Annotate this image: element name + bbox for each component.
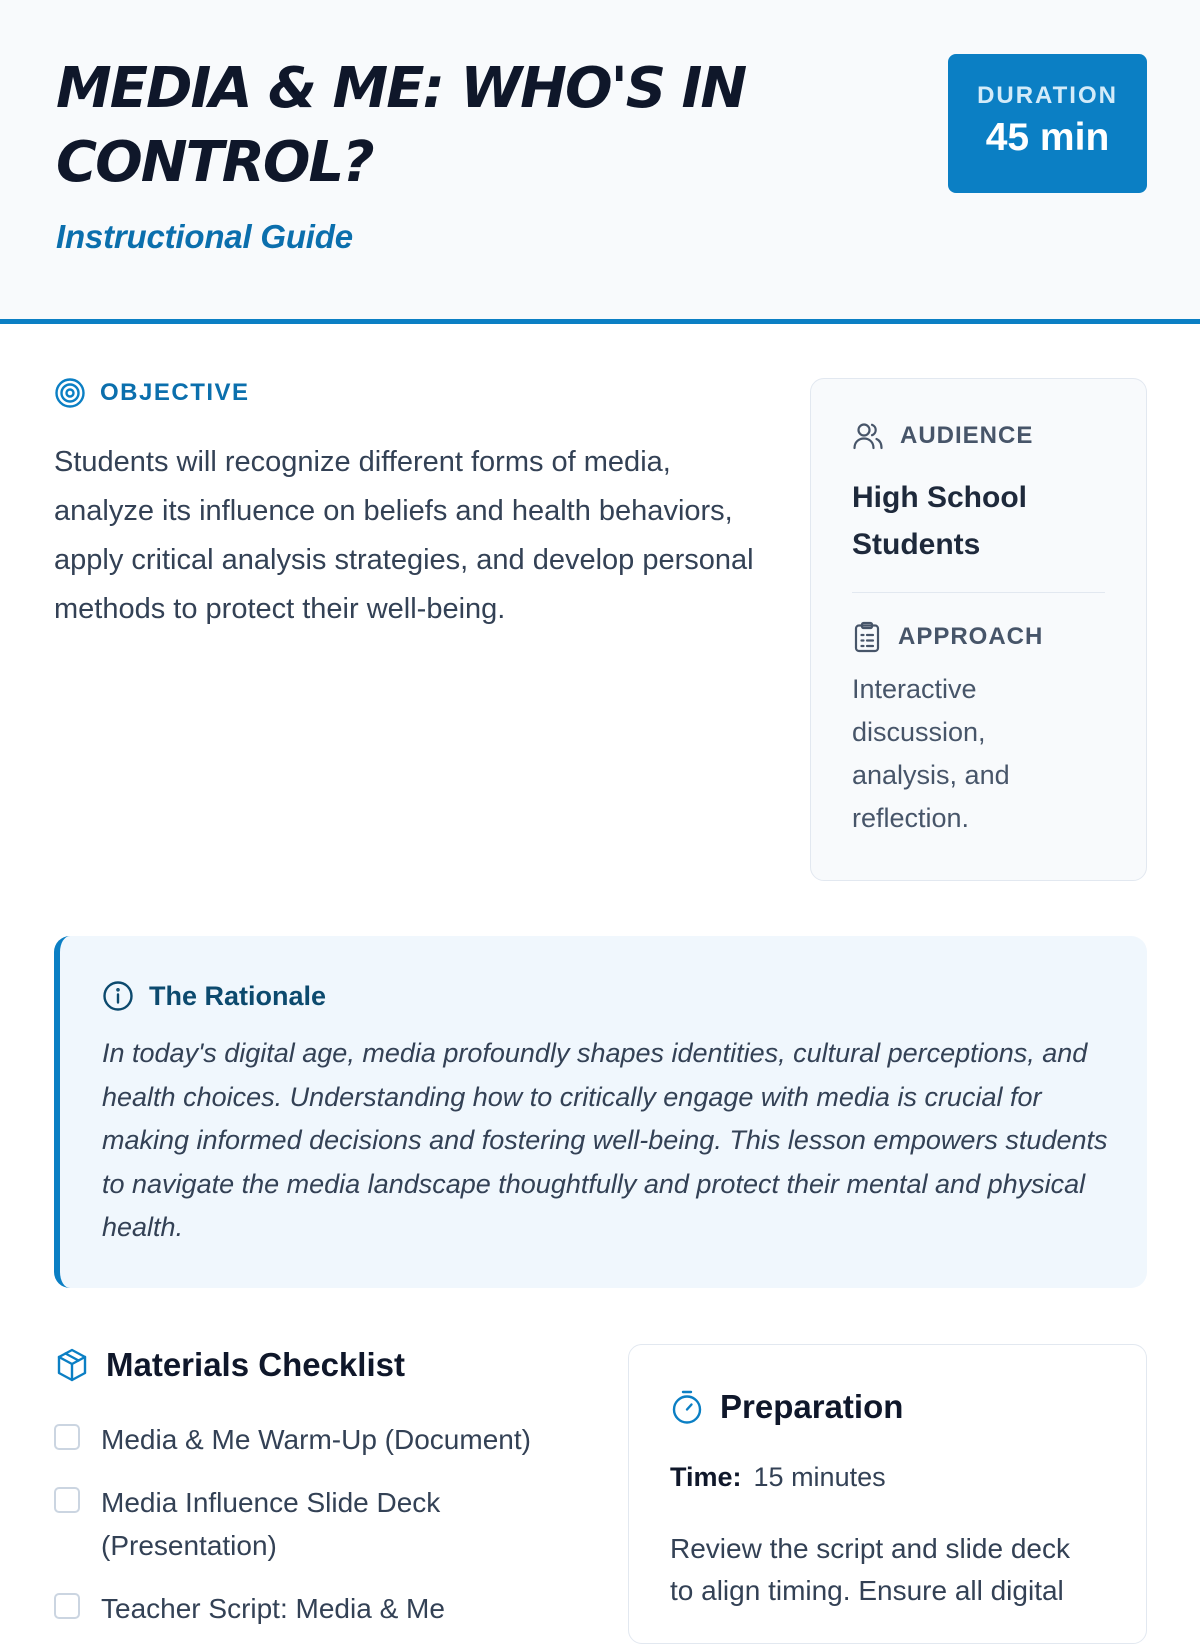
material-checkbox[interactable]	[54, 1487, 80, 1513]
objective-text: Students will recognize different forms of media, analyze its influence on beliefs and health behaviors, apply critical analysis strategies, and develop personal methods to protect their well-being.	[54, 446, 754, 625]
users-icon	[852, 420, 884, 452]
preparation-heading	[670, 1388, 903, 1426]
duration-badge	[948, 54, 1147, 193]
preparation-text: Review the script and slide deck to align timing. Ensure all digital	[670, 1533, 1070, 1606]
audience-label: AUDIENCE	[900, 422, 1034, 449]
materials-item[interactable]	[54, 1481, 614, 1567]
rationale-heading	[102, 980, 326, 1012]
duration-value: 45 min	[985, 116, 1110, 159]
objective-label: OBJECTIVE	[100, 379, 250, 406]
material-label: Media Influence Slide Deck (Presentation)	[101, 1487, 441, 1561]
approach-text: Interactive discussion, analysis, and reflection.	[852, 674, 1010, 833]
preparation-title: Preparation	[720, 1388, 904, 1425]
rationale-title: The Rationale	[149, 980, 327, 1011]
material-checkbox[interactable]	[54, 1593, 80, 1619]
card-divider	[852, 592, 1105, 593]
objective-heading	[54, 377, 250, 409]
material-label: Teacher Script: Media & Me	[101, 1593, 445, 1624]
material-label: Media & Me Warm-Up (Document)	[101, 1424, 531, 1455]
materials-title: Materials Checklist	[106, 1346, 405, 1383]
rationale-text: In today's digital age, media profoundly shapes identities, cultural perceptions, and health choices. Understanding how to critically engage with media is crucial for making informed decisions and fostering well-being. This lesson empowers students to navigate the media landscape thoughtfully and protect their mental and physical health.	[102, 1038, 1108, 1242]
audience-heading	[852, 420, 1033, 452]
approach-heading	[852, 621, 1043, 653]
materials-item[interactable]	[54, 1587, 614, 1630]
materials-heading	[54, 1346, 405, 1384]
clipboard-icon	[852, 621, 882, 653]
info-icon	[102, 980, 134, 1012]
material-checkbox[interactable]	[54, 1424, 80, 1450]
time-value: 15 minutes	[753, 1462, 886, 1492]
target-icon	[54, 377, 86, 409]
package-icon	[54, 1347, 90, 1383]
page-subtitle: Instructional Guide	[56, 218, 353, 255]
preparation-time	[670, 1462, 886, 1493]
materials-item[interactable]	[54, 1418, 614, 1461]
time-label: Time:	[670, 1462, 742, 1492]
duration-label: DURATION	[977, 82, 1118, 109]
stopwatch-icon	[670, 1389, 704, 1425]
materials-list	[54, 1418, 614, 1650]
approach-label: APPROACH	[898, 623, 1044, 650]
page-title: MEDIA & ME: WHO'S IN CONTROL?	[56, 56, 746, 195]
audience-value: High School Students	[852, 481, 1027, 561]
